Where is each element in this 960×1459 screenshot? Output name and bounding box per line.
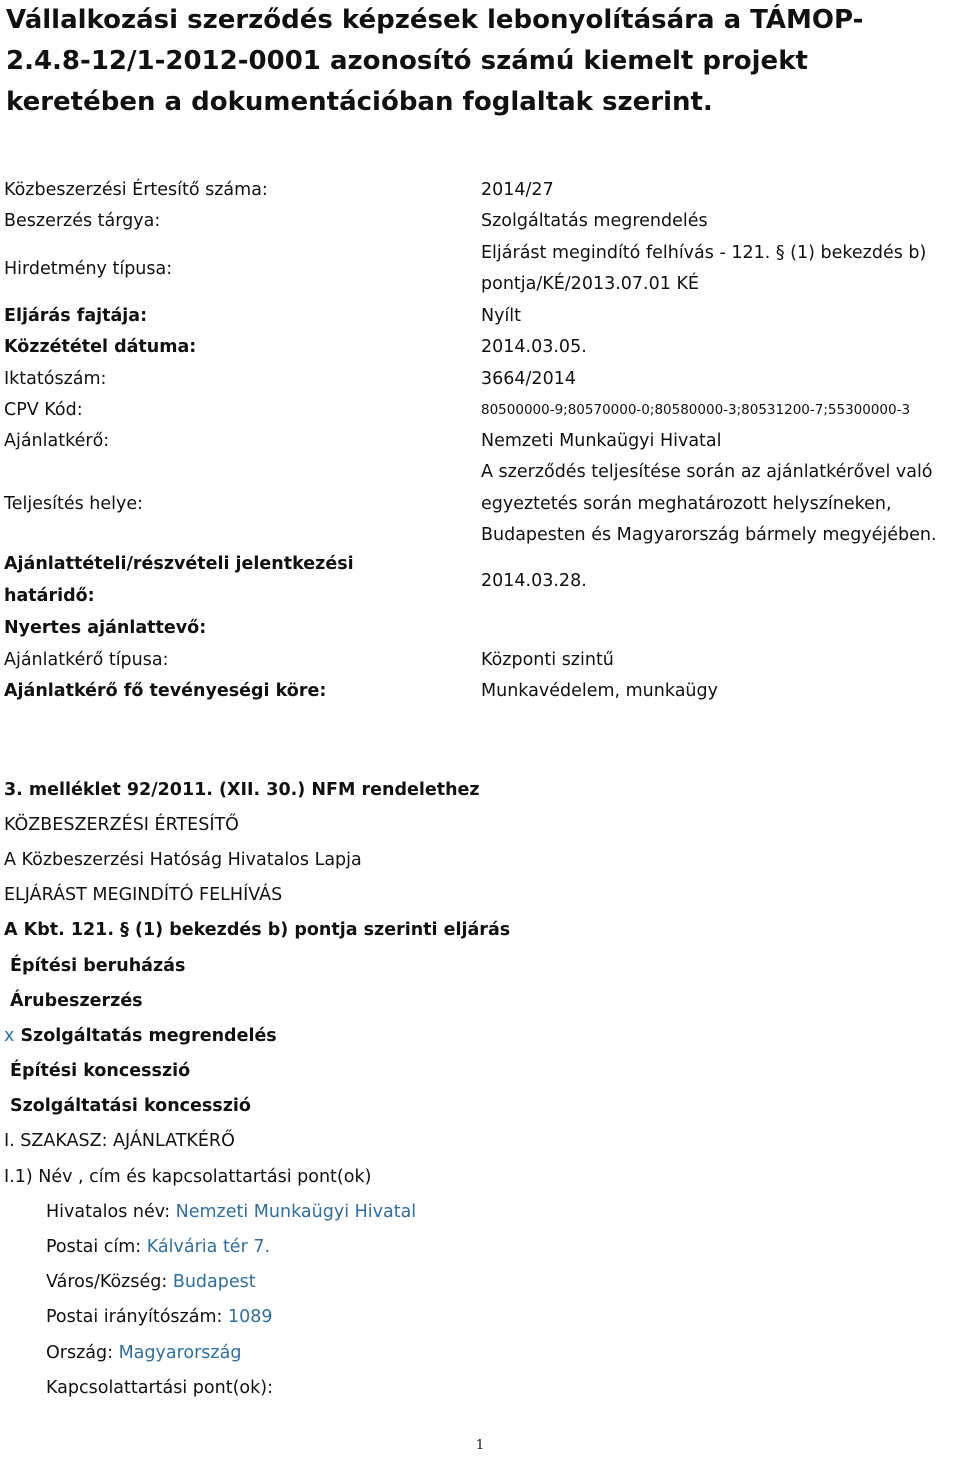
option-szolgaltatasi-koncesszio: Szolgáltatási koncesszió	[10, 1096, 251, 1116]
hatarido-label-line1: Ajánlattételi/részvételi jelentkezési	[4, 554, 354, 574]
option-arubeszerzes: Árubeszerzés	[10, 991, 143, 1011]
hivatalos-nev-label: Hivatalos név:	[46, 1202, 176, 1222]
iranyitoszam-value: 1089	[227, 1307, 273, 1327]
targy-label: Beszerzés tárgya:	[4, 211, 161, 231]
kor-value: Munkavédelem, munkaügy	[481, 681, 718, 701]
kbt-heading: A Kbt. 121. § (1) bekezdés b) pontja szerinti eljárás	[4, 920, 511, 940]
postai-cim-value: Kálvária tér 7.	[146, 1237, 271, 1257]
ertesito-value: 2014/27	[481, 180, 554, 200]
orszag-label: Ország:	[46, 1343, 119, 1363]
cpv-label: CPV Kód:	[4, 400, 83, 420]
varos-value: Budapest	[172, 1272, 256, 1292]
ajanlatkero-value: Nemzeti Munkaügyi Hivatal	[481, 431, 722, 451]
ertesito-heading: KÖZBESZERZÉSI ÉRTESÍTŐ	[4, 815, 239, 835]
helye-label: Teljesítés helye:	[4, 494, 144, 514]
option-epitesi-koncesszio: Építési koncesszió	[10, 1061, 191, 1081]
iranyitoszam-label: Postai irányítószám:	[46, 1307, 228, 1327]
nev-cim-heading: I.1) Név , cím és kapcsolattartási pont(ok)	[4, 1167, 372, 1187]
kapcsolattartasi-pont-label: Kapcsolattartási pont(ok):	[46, 1378, 273, 1398]
postai-cim-label: Postai cím:	[46, 1237, 147, 1257]
fajta-value: Nyílt	[481, 306, 522, 326]
fajta-label: Eljárás fajtája:	[4, 306, 148, 326]
kor-label: Ajánlatkérő fő tevényeségi köre:	[4, 681, 327, 701]
hirdetmeny-value-line1: Eljárást megindító felhívás - 121. § (1) bekezdés b)	[481, 243, 927, 263]
option-epitesi-beruhazas: Építési beruházás	[10, 956, 186, 976]
hatosag-lapja: A Közbeszerzési Hatóság Hivatalos Lapja	[4, 850, 362, 870]
nyertes-label: Nyertes ajánlattevő:	[4, 618, 207, 638]
option-szolgaltatas-label: Szolgáltatás megrendelés	[20, 1026, 277, 1046]
targy-value: Szolgáltatás megrendelés	[481, 211, 708, 231]
hatarido-label-line2: határidő:	[4, 586, 95, 606]
hivatalos-nev-row	[46, 1196, 416, 1228]
hirdetmeny-label: Hirdetmény típusa:	[4, 259, 173, 279]
helye-value-line2: egyeztetés során meghatározott helyszíneken,	[481, 494, 892, 514]
option-szolgaltatas-megrendeles	[4, 1020, 277, 1052]
ajanlatkero-label: Ajánlatkérő:	[4, 431, 110, 451]
iktato-label: Iktatószám:	[4, 369, 107, 389]
iranyitoszam-row	[46, 1301, 273, 1333]
page-number: 1	[475, 1438, 485, 1453]
orszag-value: Magyarország	[118, 1343, 242, 1363]
datum-label: Közzététel dátuma:	[4, 337, 197, 357]
hivatalos-nev-value: Nemzeti Munkaügyi Hivatal	[175, 1202, 417, 1222]
cpv-value: 80500000-9;80570000-0;80580000-3;80531200-7;55300000-3	[481, 402, 911, 418]
postai-cim-row	[46, 1231, 270, 1263]
datum-value: 2014.03.05.	[481, 337, 587, 357]
varos-row	[46, 1266, 256, 1298]
hatarido-value: 2014.03.28.	[481, 571, 587, 591]
melleklet-heading: 3. melléklet 92/2011. (XII. 30.) NFM rendelethez	[4, 780, 480, 800]
tipus-value: Központi szintű	[481, 650, 614, 670]
hirdetmeny-value-line2: pontja/KÉ/2013.07.01 KÉ	[481, 274, 699, 294]
felhivas-heading: ELJÁRÁST MEGINDÍTÓ FELHÍVÁS	[4, 885, 283, 905]
selected-mark: x	[4, 1026, 15, 1046]
helye-value-line3: Budapesten és Magyarország bármely megyéjében.	[481, 525, 937, 545]
ertesito-label: Közbeszerzési Értesítő száma:	[4, 180, 268, 200]
helye-value-line1: A szerződés teljesítése során az ajánlatkérővel való	[481, 462, 933, 482]
iktato-value: 3664/2014	[481, 369, 576, 389]
tipus-label: Ajánlatkérő típusa:	[4, 650, 169, 670]
szakasz-heading: I. SZAKASZ: AJÁNLATKÉRŐ	[4, 1131, 235, 1151]
orszag-row	[46, 1337, 241, 1369]
varos-label: Város/Község:	[46, 1272, 173, 1292]
document-title: Vállalkozási szerződés képzések lebonyolítására a TÁMOP-2.4.8-12/1-2012-0001 azonosító számú kiemelt projekt keretében a dokumentációban foglaltak szerint.	[6, 5, 864, 117]
